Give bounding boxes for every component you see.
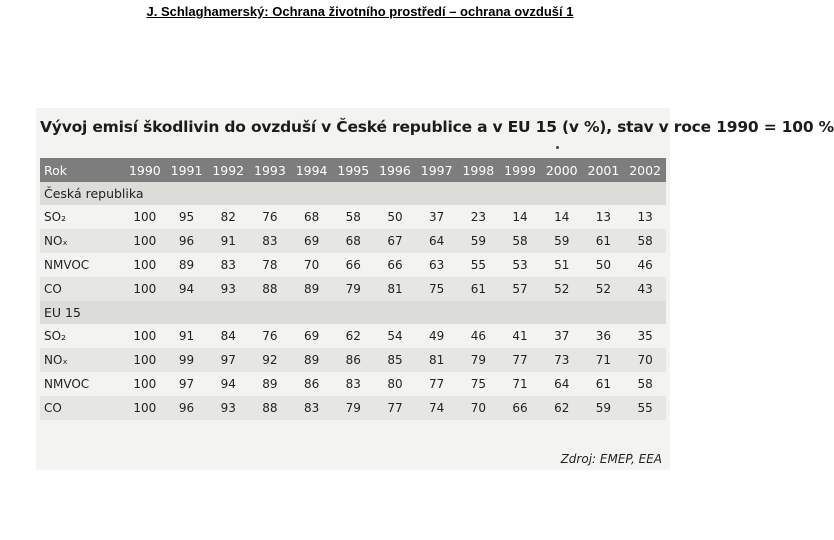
year-header: 2001 — [587, 162, 620, 178]
value-cell: 78 — [262, 258, 278, 272]
value-cell: 50 — [595, 258, 612, 272]
value-cell: 14 — [512, 210, 528, 224]
value-cell: 58 — [637, 377, 653, 391]
value-cell: 99 — [178, 353, 195, 367]
value-cell: 50 — [387, 210, 403, 224]
value-cell: 13 — [637, 210, 653, 224]
table-row — [40, 229, 666, 253]
value-cell: 49 — [429, 329, 445, 343]
value-cell: 43 — [637, 282, 653, 296]
value-cell: 91 — [178, 329, 195, 343]
value-cell: 70 — [637, 353, 653, 367]
value-cell: 61 — [595, 377, 612, 391]
value-cell: 82 — [220, 210, 236, 224]
row-header-label: Rok — [44, 162, 68, 178]
value-cell: 89 — [303, 282, 320, 296]
value-cell: 59 — [595, 401, 612, 415]
value-cell: 94 — [220, 377, 236, 391]
value-cell: 100 — [133, 282, 157, 296]
table-title: Vývoj emisí škodlivin do ovzduší v České republice a v EU 15 (v %), stav v roce 1990 = 100 % — [40, 118, 834, 136]
value-cell: 83 — [303, 401, 320, 415]
pollutant-label: NOₓ — [44, 234, 68, 248]
value-cell: 64 — [554, 377, 570, 391]
value-cell: 83 — [220, 258, 236, 272]
value-cell: 96 — [178, 401, 195, 415]
value-cell: 59 — [470, 234, 486, 248]
table-body — [40, 182, 666, 420]
value-cell: 54 — [387, 329, 403, 343]
year-header: 1999 — [504, 162, 536, 178]
year-header: 1990 — [128, 162, 161, 178]
value-cell: 75 — [429, 282, 445, 296]
value-cell: 100 — [133, 258, 157, 272]
value-cell: 79 — [345, 282, 361, 296]
value-cell: 89 — [303, 353, 320, 367]
table-row — [40, 348, 666, 372]
year-header: 2000 — [545, 162, 578, 178]
section-row — [40, 301, 666, 324]
value-cell: 89 — [178, 258, 195, 272]
value-cell: 97 — [178, 377, 195, 391]
value-cell: 83 — [262, 234, 278, 248]
value-cell: 62 — [345, 329, 361, 343]
section-label: Česká republika — [44, 186, 144, 201]
emissions-table — [40, 158, 666, 420]
value-cell: 81 — [387, 282, 403, 296]
value-cell: 85 — [387, 353, 403, 367]
value-cell: 70 — [303, 258, 320, 272]
value-cell: 100 — [133, 234, 157, 248]
value-cell: 77 — [429, 377, 445, 391]
value-cell: 46 — [470, 329, 486, 343]
value-cell: 55 — [470, 258, 486, 272]
value-cell: 89 — [262, 377, 278, 391]
value-cell: 53 — [512, 258, 528, 272]
value-cell: 93 — [220, 401, 236, 415]
value-cell: 41 — [512, 329, 528, 343]
table-row — [40, 372, 666, 396]
year-header: 1998 — [462, 162, 495, 178]
pollutant-label: CO — [44, 401, 62, 415]
year-header: 1994 — [295, 162, 328, 178]
value-cell: 71 — [595, 353, 612, 367]
value-cell: 77 — [387, 401, 403, 415]
year-header: 1997 — [420, 162, 453, 178]
value-cell: 58 — [345, 210, 361, 224]
value-cell: 100 — [133, 210, 157, 224]
value-cell: 86 — [303, 377, 320, 391]
value-cell: 84 — [220, 329, 236, 343]
section-row — [40, 182, 666, 205]
table-header-row — [40, 158, 666, 182]
year-header: 1996 — [379, 162, 411, 178]
value-cell: 79 — [345, 401, 361, 415]
table-row — [40, 277, 666, 301]
value-cell: 23 — [470, 210, 486, 224]
value-cell: 79 — [470, 353, 486, 367]
value-cell: 91 — [220, 234, 236, 248]
page-header: J. Schlaghamerský: Ochrana životního prostředí – ochrana ovzduší 1 — [146, 4, 574, 19]
value-cell: 88 — [262, 401, 278, 415]
value-cell: 66 — [345, 258, 361, 272]
value-cell: 96 — [178, 234, 195, 248]
year-header: 2002 — [629, 162, 662, 178]
value-cell: 100 — [133, 377, 157, 391]
table-row — [40, 205, 666, 229]
value-cell: 46 — [637, 258, 653, 272]
year-header: 1993 — [254, 162, 286, 178]
value-cell: 68 — [345, 234, 361, 248]
table-row — [40, 396, 666, 420]
value-cell: 13 — [595, 210, 612, 224]
value-cell: 83 — [345, 377, 361, 391]
value-cell: 52 — [554, 282, 570, 296]
value-cell: 81 — [429, 353, 445, 367]
pollutant-label: NOₓ — [44, 353, 68, 367]
value-cell: 62 — [554, 401, 570, 415]
value-cell: 74 — [429, 401, 445, 415]
source-note: Zdroj: EMEP, EEA — [560, 452, 662, 466]
year-header: 1992 — [212, 162, 245, 178]
value-cell: 63 — [429, 258, 445, 272]
value-cell: 100 — [133, 401, 157, 415]
value-cell: 70 — [470, 401, 486, 415]
value-cell: 94 — [178, 282, 195, 296]
value-cell: 76 — [262, 329, 278, 343]
year-header: 1995 — [337, 162, 370, 178]
value-cell: 36 — [595, 329, 612, 343]
value-cell: 64 — [429, 234, 445, 248]
value-cell: 69 — [303, 329, 320, 343]
table-row — [40, 324, 666, 348]
value-cell: 86 — [345, 353, 361, 367]
value-cell: 69 — [303, 234, 320, 248]
value-cell: 57 — [512, 282, 528, 296]
scan-speck — [556, 146, 559, 149]
value-cell: 93 — [220, 282, 236, 296]
value-cell: 58 — [637, 234, 653, 248]
value-cell: 66 — [512, 401, 528, 415]
value-cell: 59 — [554, 234, 570, 248]
value-cell: 73 — [554, 353, 570, 367]
pollutant-label: SO₂ — [44, 329, 66, 343]
value-cell: 88 — [262, 282, 278, 296]
pollutant-label: SO₂ — [44, 210, 66, 224]
value-cell: 52 — [595, 282, 612, 296]
pollutant-label: NMVOC — [44, 377, 90, 391]
value-cell: 92 — [262, 353, 278, 367]
pollutant-label: CO — [44, 282, 62, 296]
value-cell: 77 — [512, 353, 528, 367]
value-cell: 51 — [554, 258, 570, 272]
value-cell: 76 — [262, 210, 278, 224]
value-cell: 37 — [429, 210, 445, 224]
section-label: EU 15 — [44, 305, 81, 320]
value-cell: 71 — [512, 377, 528, 391]
value-cell: 67 — [387, 234, 403, 248]
value-cell: 61 — [470, 282, 486, 296]
value-cell: 58 — [512, 234, 528, 248]
year-header: 1991 — [170, 162, 203, 178]
value-cell: 80 — [387, 377, 403, 391]
value-cell: 100 — [133, 353, 157, 367]
pollutant-label: NMVOC — [44, 258, 90, 272]
value-cell: 55 — [637, 401, 653, 415]
value-cell: 68 — [303, 210, 320, 224]
table-row — [40, 253, 666, 277]
value-cell: 100 — [133, 329, 157, 343]
value-cell: 35 — [637, 329, 653, 343]
value-cell: 61 — [595, 234, 612, 248]
value-cell: 75 — [470, 377, 486, 391]
value-cell: 97 — [220, 353, 236, 367]
value-cell: 66 — [387, 258, 403, 272]
value-cell: 95 — [178, 210, 195, 224]
value-cell: 14 — [554, 210, 570, 224]
value-cell: 37 — [554, 329, 570, 343]
